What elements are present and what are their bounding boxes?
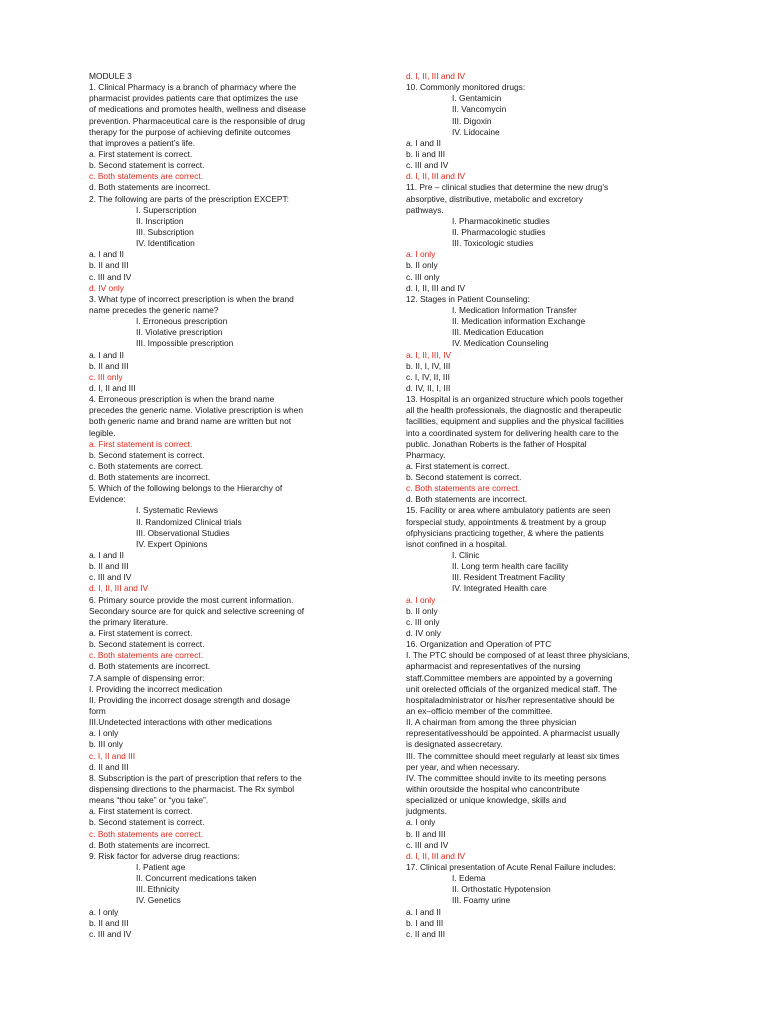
text-line: pharmacist provides patients care that optimizes the use bbox=[89, 93, 299, 104]
right-column bbox=[406, 71, 682, 940]
list-item: III. Toxicologic studies bbox=[452, 238, 534, 249]
text-line: Evidence: bbox=[89, 494, 126, 505]
text-line: 13. Hospital is an organized structure which pools together bbox=[406, 394, 624, 405]
list-item: II. Vancomycin bbox=[452, 104, 507, 115]
list-item: I. Erroneous prescription bbox=[136, 316, 228, 327]
list-item: III. Observational Studies bbox=[136, 527, 230, 538]
answer-line: d. I, II, III and IV bbox=[89, 583, 149, 594]
text-line: specialized or unique knowledge, skills and bbox=[406, 795, 567, 806]
text-line: legible. bbox=[89, 427, 116, 438]
list-item: II. Randomized Clinical trials bbox=[136, 516, 242, 527]
answer-line: c. Both statements are correct. bbox=[406, 483, 521, 494]
text-line: b. II and III bbox=[89, 561, 129, 572]
text-line: 2. The following are parts of the prescription EXCEPT: bbox=[89, 193, 290, 204]
list-item: III. Digoxin bbox=[452, 115, 492, 126]
text-line: a. I only bbox=[89, 906, 119, 917]
text-line: per year, and when necessary. bbox=[406, 761, 520, 772]
list-item: IV. Identification bbox=[136, 238, 195, 249]
list-item: I. Edema bbox=[452, 873, 486, 884]
list-item: II. Concurrent medications taken bbox=[136, 873, 257, 884]
text-line: apharmacist and representatives of the nursing bbox=[406, 661, 581, 672]
list-item: IV. Expert Opinions bbox=[136, 538, 208, 549]
text-line: III. The committee should meet regularly at least six times bbox=[406, 750, 620, 761]
text-line: 8. Subscription is the part of prescription that refers to the bbox=[89, 772, 302, 783]
text-line: precedes the generic name. Violative prescription is when bbox=[89, 405, 303, 416]
answer-line: a. I only bbox=[406, 249, 436, 260]
text-line: 7.A sample of dispensing error: bbox=[89, 672, 205, 683]
text-line: staff.Committee members are appointed by a governing bbox=[406, 672, 613, 683]
text-line: II. A chairman from among the three physician bbox=[406, 717, 577, 728]
text-line: Pharmacy. bbox=[406, 449, 446, 460]
text-line: within oroutside the hospital who cancontribute bbox=[406, 784, 580, 794]
text-line: c. III and IV bbox=[89, 271, 132, 282]
text-line: all the health professionals, the diagnostic and therapeutic bbox=[406, 405, 622, 416]
text-line: I. The PTC should be composed of at least three physicians, bbox=[406, 650, 630, 661]
text-line: b. I and III bbox=[406, 917, 444, 928]
list-item: III. Medication Education bbox=[452, 327, 544, 338]
list-item: III. Ethnicity bbox=[136, 884, 180, 895]
text-line: dispensing directions to the pharmacist. The Rx symbol bbox=[89, 784, 295, 794]
text-line: isnot confined in a hospital. bbox=[406, 538, 508, 549]
answer-line: c. Both statements are correct. bbox=[89, 828, 204, 839]
list-item: IV. Medication Counseling bbox=[452, 338, 549, 349]
text-line: d. II and III bbox=[89, 761, 129, 772]
text-line: 12. Stages in Patient Counseling: bbox=[406, 293, 530, 304]
answer-line: d. IV only bbox=[89, 282, 124, 293]
text-line: b. II only bbox=[406, 260, 438, 271]
list-item: II. Inscription bbox=[136, 215, 184, 226]
text-line: b. II only bbox=[406, 605, 438, 616]
text-line: the primary literature. bbox=[89, 616, 169, 627]
list-item: III. Foamy urine bbox=[452, 895, 511, 906]
list-item: I. Pharmacokinetic studies bbox=[452, 215, 550, 226]
text-line: d. Both statements are incorrect. bbox=[89, 472, 211, 483]
text-line: c. III only bbox=[406, 616, 440, 627]
text-line: 9. Risk factor for adverse drug reactions: bbox=[89, 850, 240, 861]
text-line: b. III only bbox=[89, 739, 123, 750]
text-line: public. Jonathan Roberts is the father of Hospital bbox=[406, 438, 587, 449]
answer-line: a. I only bbox=[406, 594, 436, 605]
text-line: d. I, II and III bbox=[89, 382, 136, 393]
list-item: I. Patient age bbox=[136, 861, 186, 872]
text-line: facilities, equipment and supplies and the physical facilities bbox=[406, 416, 624, 427]
list-item: II. Medication information Exchange bbox=[452, 316, 586, 327]
text-line: 5. Which of the following belongs to the Hierarchy of bbox=[89, 483, 283, 494]
text-line: a. I and II bbox=[406, 137, 441, 148]
text-line: a. First statement is correct. bbox=[89, 806, 193, 817]
text-line: of medications and promotes health, wellness and disease bbox=[89, 104, 306, 115]
text-line: name precedes the generic name? bbox=[89, 304, 219, 315]
answer-line: d. I, II, III and IV bbox=[406, 850, 466, 861]
text-line: 11. Pre – clinical studies that determine the new drug’s bbox=[406, 182, 609, 193]
answer-line: c. I, II and III bbox=[89, 750, 136, 761]
answer-line: c. III only bbox=[89, 371, 123, 382]
text-line: judgments. bbox=[406, 806, 447, 817]
left-column bbox=[89, 71, 361, 940]
list-item: I. Superscription bbox=[136, 204, 197, 215]
text-line: d. Both statements are incorrect. bbox=[89, 839, 211, 850]
text-line: ofphysicians practicing together, & where the patients bbox=[406, 527, 604, 538]
text-line: a. I only bbox=[89, 728, 119, 739]
text-line: pathways. bbox=[406, 204, 444, 215]
text-line: a. I and II bbox=[89, 249, 124, 260]
answer-line: a. I, II, III, IV bbox=[406, 349, 452, 360]
text-line: a. I and II bbox=[89, 550, 124, 561]
text-line: 16. Organization and Operation of PTC bbox=[406, 639, 552, 650]
text-line: a. First statement is correct. bbox=[406, 460, 510, 471]
text-line: c. II and III bbox=[406, 928, 446, 939]
text-line: therapy for the purpose of achieving definite outcomes bbox=[89, 126, 291, 137]
answer-line: d. I, II, III and IV bbox=[406, 71, 466, 81]
text-line: b. II and III bbox=[89, 360, 129, 371]
text-line: c. III and IV bbox=[89, 572, 132, 583]
text-line: d. IV only bbox=[406, 628, 441, 639]
list-item: I. Medication Information Transfer bbox=[452, 304, 577, 315]
text-line: b. Second statement is correct. bbox=[89, 449, 205, 460]
text-line: into a coordinated system for delivering health care to the bbox=[406, 427, 619, 438]
text-line: representativesshould be appointed. A pharmacist usually bbox=[406, 728, 620, 739]
answer-line: c. Both statements are correct. bbox=[89, 171, 204, 182]
text-line: that improves a patient’s life. bbox=[89, 137, 195, 148]
text-line: 10. Commonly monitored drugs: bbox=[406, 82, 526, 93]
text-line: b. Second statement is correct. bbox=[89, 817, 205, 828]
text-line: III.Undetected interactions with other medications bbox=[89, 717, 272, 728]
text-line: Secondary source are for quick and selective screening of bbox=[89, 605, 305, 616]
list-item: II. Long term health care facility bbox=[452, 561, 569, 572]
text-line: c. III only bbox=[406, 271, 440, 282]
text-line: forspecial study, appointments & treatment by a group bbox=[406, 516, 607, 527]
text-line: a. I and II bbox=[89, 349, 124, 360]
list-item: I. Systematic Reviews bbox=[136, 505, 218, 516]
list-item: IV. Genetics bbox=[136, 895, 181, 906]
text-line: a. I only bbox=[406, 817, 436, 828]
text-line: c. I, IV, II, III bbox=[406, 371, 450, 382]
list-item: II. Pharmacologic studies bbox=[452, 226, 546, 237]
text-line: IV. The committee should invite to its meeting persons bbox=[406, 772, 607, 783]
text-line: b. II and III bbox=[406, 828, 446, 839]
text-line: 3. What type of incorrect prescription is when the brand bbox=[89, 293, 294, 304]
text-line: b. Ii and III bbox=[406, 148, 446, 159]
text-line: form bbox=[89, 706, 106, 717]
text-line: d. Both statements are incorrect. bbox=[89, 661, 211, 672]
text-line: a. First statement is correct. bbox=[89, 628, 193, 639]
text-line: 1. Clinical Pharmacy is a branch of pharmacy where the bbox=[89, 82, 297, 93]
text-line: is designated assecretary. bbox=[406, 739, 503, 750]
text-line: b. Second statement is correct. bbox=[89, 160, 205, 171]
list-item: III. Resident Treatment Facility bbox=[452, 572, 566, 583]
answer-line: a. First statement is correct. bbox=[89, 438, 193, 449]
text-line: prevention. Pharmaceutical care is the responsible of drug bbox=[89, 115, 306, 126]
text-line: absorptive, distributive, metabolic and excretory bbox=[406, 193, 583, 204]
text-line: d. Both statements are incorrect. bbox=[406, 494, 528, 505]
text-line: II. Providing the incorrect dosage strength and dosage bbox=[89, 694, 291, 705]
list-item: II. Violative prescription bbox=[136, 327, 223, 338]
text-line: c. III and IV bbox=[406, 160, 449, 171]
answer-line: c. Both statements are correct. bbox=[89, 650, 204, 661]
text-line: a. First statement is correct. bbox=[89, 148, 193, 159]
text-line: I. Providing the incorrect medication bbox=[89, 683, 223, 694]
text-line: a. I and II bbox=[406, 906, 441, 917]
text-line: means “thou take” or “you take”. bbox=[89, 795, 209, 806]
text-line: MODULE 3 bbox=[89, 71, 132, 81]
list-item: III. Impossible prescription bbox=[136, 338, 234, 349]
text-line: 15. Facility or area where ambulatory patients are seen bbox=[406, 505, 611, 516]
list-item: II. Orthostatic Hypotension bbox=[452, 884, 551, 895]
text-line: d. IV, II, I, III bbox=[406, 382, 451, 393]
text-line: hospitaladministrator or his/her representative should be bbox=[406, 694, 615, 705]
text-line: 17. Clinical presentation of Acute Renal Failure includes: bbox=[406, 861, 616, 872]
text-line: d. I, II, III and IV bbox=[406, 282, 466, 293]
list-item: III. Subscription bbox=[136, 226, 194, 237]
text-line: both generic name and brand name are written but not bbox=[89, 416, 292, 427]
list-item: I. Gentamicin bbox=[452, 93, 502, 104]
list-item: I. Clinic bbox=[452, 550, 480, 561]
text-line: c. III and IV bbox=[406, 839, 449, 850]
list-item: IV. Integrated Health care bbox=[452, 583, 547, 594]
text-line: 6. Primary source provide the most current information. bbox=[89, 594, 294, 605]
text-line: unit orelected officials of the organized medical staff. The bbox=[406, 683, 617, 694]
text-line: b. Second statement is correct. bbox=[89, 639, 205, 650]
text-line: an ex–officio member of the committee. bbox=[406, 706, 553, 717]
text-line: b. II and III bbox=[89, 260, 129, 271]
text-line: c. Both statements are correct. bbox=[89, 460, 204, 471]
list-item: IV. Lidocaine bbox=[452, 126, 500, 137]
text-line: c. III and IV bbox=[89, 928, 132, 939]
text-line: b. II, I, IV, III bbox=[406, 360, 451, 371]
text-line: b. Second statement is correct. bbox=[406, 472, 522, 483]
text-line: d. Both statements are incorrect. bbox=[89, 182, 211, 193]
text-line: b. II and III bbox=[89, 917, 129, 928]
text-line: 4. Erroneous prescription is when the brand name bbox=[89, 394, 275, 405]
answer-line: d. I, II, III and IV bbox=[406, 171, 466, 182]
